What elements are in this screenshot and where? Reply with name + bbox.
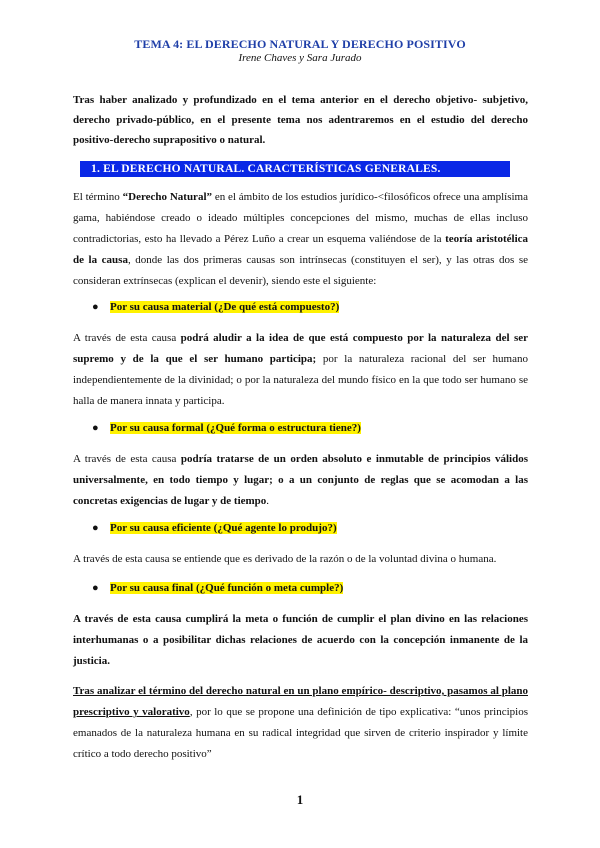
text: . — [266, 495, 270, 507]
page-number: 1 — [296, 792, 304, 807]
underlined-text: Tras analizar el término del derecho natural en un plano empírico- descriptivo, pasamos al plano prescriptivo y valorativo — [73, 685, 528, 718]
bullet-icon: ● — [92, 522, 99, 534]
text: por la naturaleza racional del ser humano independientemente de la divinidad; o por la naturaleza del mundo físico en la que todo ser humano se halla de manera innata y participa. — [73, 353, 528, 407]
section-heading — [80, 161, 510, 177]
intro-paragraph: Tras haber analizado y profundizado en el tema anterior en el derecho objetivo- subjetivo, derecho privado-público, en el presente tema nos adentraremos en el estudio del derecho positivo-derecho suprapositivo o natural. — [73, 94, 528, 146]
text: , por lo que se propone una definición de tipo explicativa: “unos principios emanados de la naturaleza humana en su radical integridad que sirven de criterio inspirador y límite crítico a todo derecho positivo” — [73, 706, 528, 760]
bullet-label: Por su causa final (¿Qué función o meta cumple?) — [110, 582, 344, 594]
bullet-label: Por su causa material (¿De qué está compuesto?) — [110, 301, 340, 313]
bullet-item — [92, 420, 361, 436]
paragraph-definition — [73, 187, 528, 292]
paragraph-material — [73, 328, 528, 412]
text: A través de esta causa — [73, 453, 181, 465]
bold-text: podrá aludir a la idea de que está compuesto por la naturaleza del ser supremo y de la que el ser humano participa; — [73, 332, 529, 365]
bullet-icon: ● — [92, 422, 99, 434]
bold-term: “Derecho Natural” — [122, 191, 212, 203]
page-title: TEMA 4: EL DERECHO NATURAL Y DERECHO POSITIVO — [134, 37, 466, 51]
bullet-icon: ● — [92, 582, 99, 594]
text: A través de esta causa — [73, 332, 181, 344]
authors: Irene Chaves y Sara Jurado — [238, 52, 362, 64]
bold-text: podría tratarse de un orden absoluto e inmutable de principios válidos universalmente, en todo tiempo y lugar; o a un conjunto de reglas que se acomodan a las concretas exigencias de lugar y de tiempo — [73, 453, 528, 507]
paragraph-eficiente: A través de esta causa se entiende que es derivado de la razón o de la voluntad divina o humana. — [73, 553, 497, 565]
bold-term: teoría aristotélica de la causa — [73, 233, 529, 266]
text: El término — [73, 191, 123, 203]
bullet-label: Por su causa eficiente (¿Qué agente lo produjo?) — [110, 522, 337, 534]
bullet-icon: ● — [92, 301, 99, 313]
bullet-item — [92, 580, 343, 596]
bullet-item — [92, 520, 337, 536]
bullet-label: Por su causa formal (¿Qué forma o estructura tiene?) — [110, 422, 361, 434]
text: , donde las dos primeras causas son intrínsecas (constituyen el ser), y las otras dos se consideran extrínsecas (explican el devenir), siendo este el siguiente: — [73, 254, 528, 287]
paragraph-definition-explicativa — [73, 681, 528, 765]
paragraph-formal — [73, 449, 528, 512]
bullet-item — [92, 299, 339, 315]
paragraph-final: A través de esta causa cumplirá la meta o función de cumplir el plan divino en las relaciones interhumanas o a posibilitar dichas relaciones de acuerdo con la concepción inmanente de la justicia. — [73, 613, 528, 667]
text: en el ámbito de los estudios jurídico-<filosóficos ofrece una amplísima gama, habiéndose creado o ideado múltiples concepciones del mismo, muchas de ellas incluso contradictorias, esto ha llevado a Pérez Luño a crear un esquema valiéndose de la — [73, 191, 528, 245]
section-heading-text: 1. EL DERECHO NATURAL. CARACTERÍSTICAS GENERALES. — [91, 163, 441, 175]
